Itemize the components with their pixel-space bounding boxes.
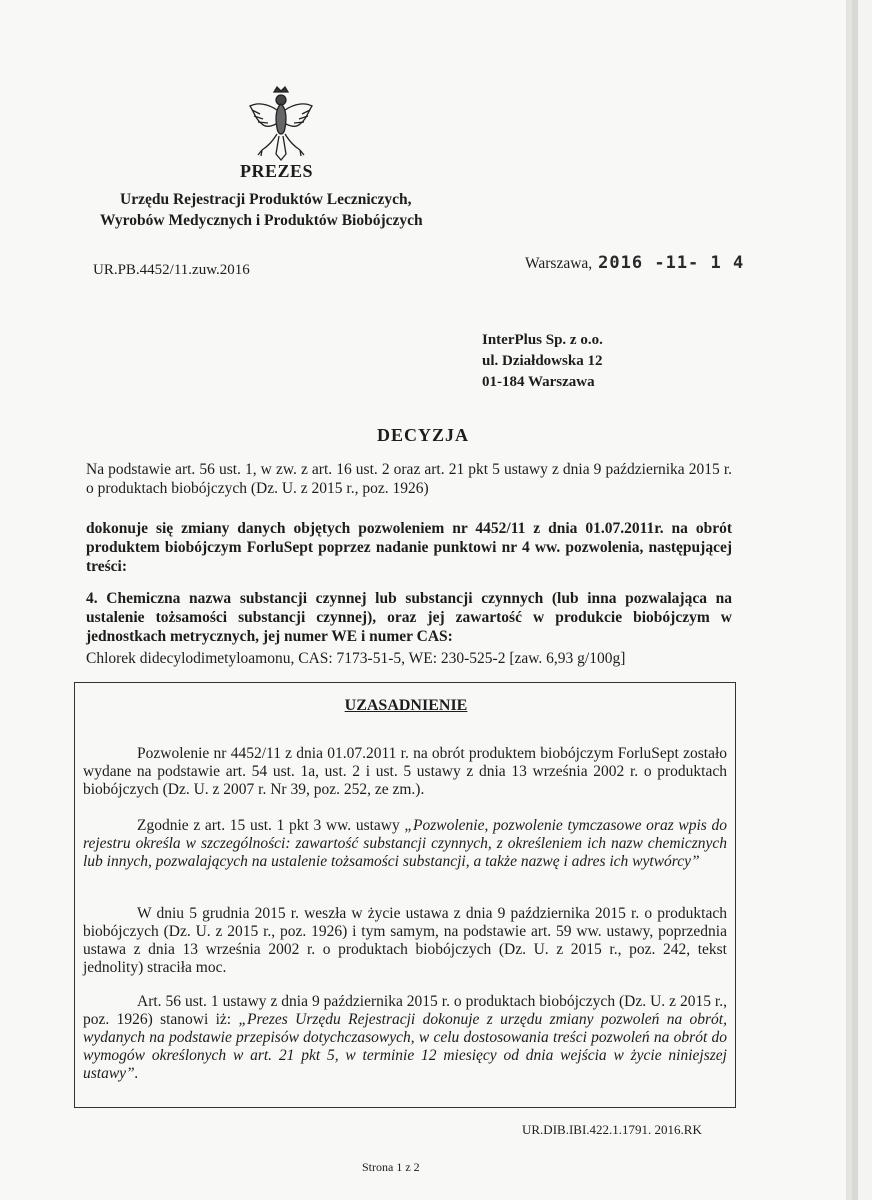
- recipient-street: ul. Działdowska 12: [482, 353, 603, 369]
- date-stamp: 2016 -11- 1 4: [598, 253, 745, 273]
- quoted-provision: „Prezes Urzędu Rejestracji dokonuje z urzędu zmiany pozwoleń na obrót, wydanych na podstawie przepisów dotychczasowych, w celu dostosowania treści pozwoleń na obrót do wymogów określonych w art. 21 pkt 5, w terminie 12 miesięcy od dnia wejścia w życie niniejszej ustawy”.: [83, 1011, 727, 1082]
- issuer-office-line2: Wyrobów Medycznych i Produktów Biobójczych: [100, 212, 423, 229]
- justification-paragraph-1: Pozwolenie nr 4452/11 z dnia 01.07.2011 r. na obrót produktem biobójczym ForluSept zostało wydane na podstawie art. 54 ust. 1a, ust. 2 i ust. 5 ustawy z dnia 13 września 2002 r. o produktach biobójczych (Dz. U. z 2007 r. Nr 39, poz. 252, ze zm.).: [83, 745, 727, 798]
- justification-paragraph-3: W dniu 5 grudnia 2015 r. weszła w życie ustawa z dnia 9 października 2015 r. o produktach biobójczych (Dz. U. z 2015 r., poz. 1926) i tym samym, na podstawie art. 59 ww. ustawy, poprzednia ustawa z dnia 13 września 2002 r. o produktach biobójczych (Dz. U. z 2015 r., poz. 242, tekst jednolity) straciła moc.: [83, 905, 727, 976]
- recipient-postal-city: 01-184 Warszawa: [482, 374, 595, 390]
- recipient-name: InterPlus Sp. z o.o.: [482, 332, 603, 348]
- page-number: Strona 1 z 2: [362, 1160, 420, 1174]
- decision-title: DECYZJA: [376, 425, 469, 445]
- issuer-title: PREZES: [240, 161, 314, 181]
- justification-paragraph-2: Zgodnie z art. 15 ust. 1 pkt 3 ww. ustawy „Pozwolenie, pozwolenie tymczasowe oraz wpis do rejestru określa w szczególności: zawartość substancji czynnych, z określeniem ich nazw chemicznych lub innych, pozwalających na ustalenie tożsamości substancji, a także nazwę i adres ich wytwórcy”: [83, 817, 727, 870]
- decision-legal-basis: Na podstawie art. 56 ust. 1, w zw. z art. 16 ust. 2 oraz art. 21 pkt 5 ustawy z dnia 9 października 2015 r. o produktach biobójczych (Dz. U. z 2015 r., poz. 1926): [86, 461, 732, 497]
- case-reference: UR.PB.4452/11.zuw.2016: [93, 262, 250, 278]
- quoted-provision: „Pozwolenie, pozwolenie tymczasowe oraz wpis do rejestru określa w szczególności: zawartość substancji czynnych, z określeniem ich nazw chemicznych lub innych, pozwalających na ustalenie tożsamości substancji, a także nazwę i adres ich wytwórcy”: [83, 817, 727, 870]
- justification-title: UZASADNIENIE: [344, 697, 468, 714]
- decision-ruling: dokonuje się zmiany danych objętych pozwoleniem nr 4452/11 z dnia 01.07.2011r. na obrót produktem biobójczym ForluSept poprzez nadanie punktowi nr 4 ww. pozwolenia, następującej treści:: [86, 520, 732, 575]
- justification-paragraph-4: Art. 56 ust. 1 ustawy z dnia 9 października 2015 r. o produktach biobójczych (Dz. U. z 2015 r., poz. 1926) stanowi iż: „Prezes Urzędu Rejestracji dokonuje z urzędu zmiany pozwoleń na obrót, wydanych na podstawie przepisów dotychczasowych, w celu dostosowania treści pozwoleń na obrót do wymogów określonych w art. 21 pkt 5, w terminie 12 miesięcy od dnia wejścia w życie niniejszej ustawy”.: [83, 993, 727, 1082]
- polish-eagle-emblem-icon: [246, 84, 316, 162]
- place-and-date: [525, 253, 744, 273]
- city: Warszawa,: [525, 255, 593, 272]
- justification-box: [74, 682, 736, 1108]
- footer-reference: UR.DIB.IBI.422.1.1791. 2016.RK: [522, 1122, 702, 1137]
- issuer-office-line1: Urzędu Rejestracji Produktów Leczniczych,: [120, 191, 412, 208]
- point4-heading: 4. Chemiczna nazwa substancji czynnej lub substancji czynnych (lub inna pozwalająca na ustalenie tożsamości substancji czynnej), oraz jej zawartość w produkcie biobójczym w jednostkach metrycznych, jej numer WE i numer CAS:: [86, 590, 732, 645]
- point4-value: Chlorek didecylodimetyloamonu, CAS: 7173-51-5, WE: 230-525-2 [zaw. 6,93 g/100g]: [86, 650, 626, 667]
